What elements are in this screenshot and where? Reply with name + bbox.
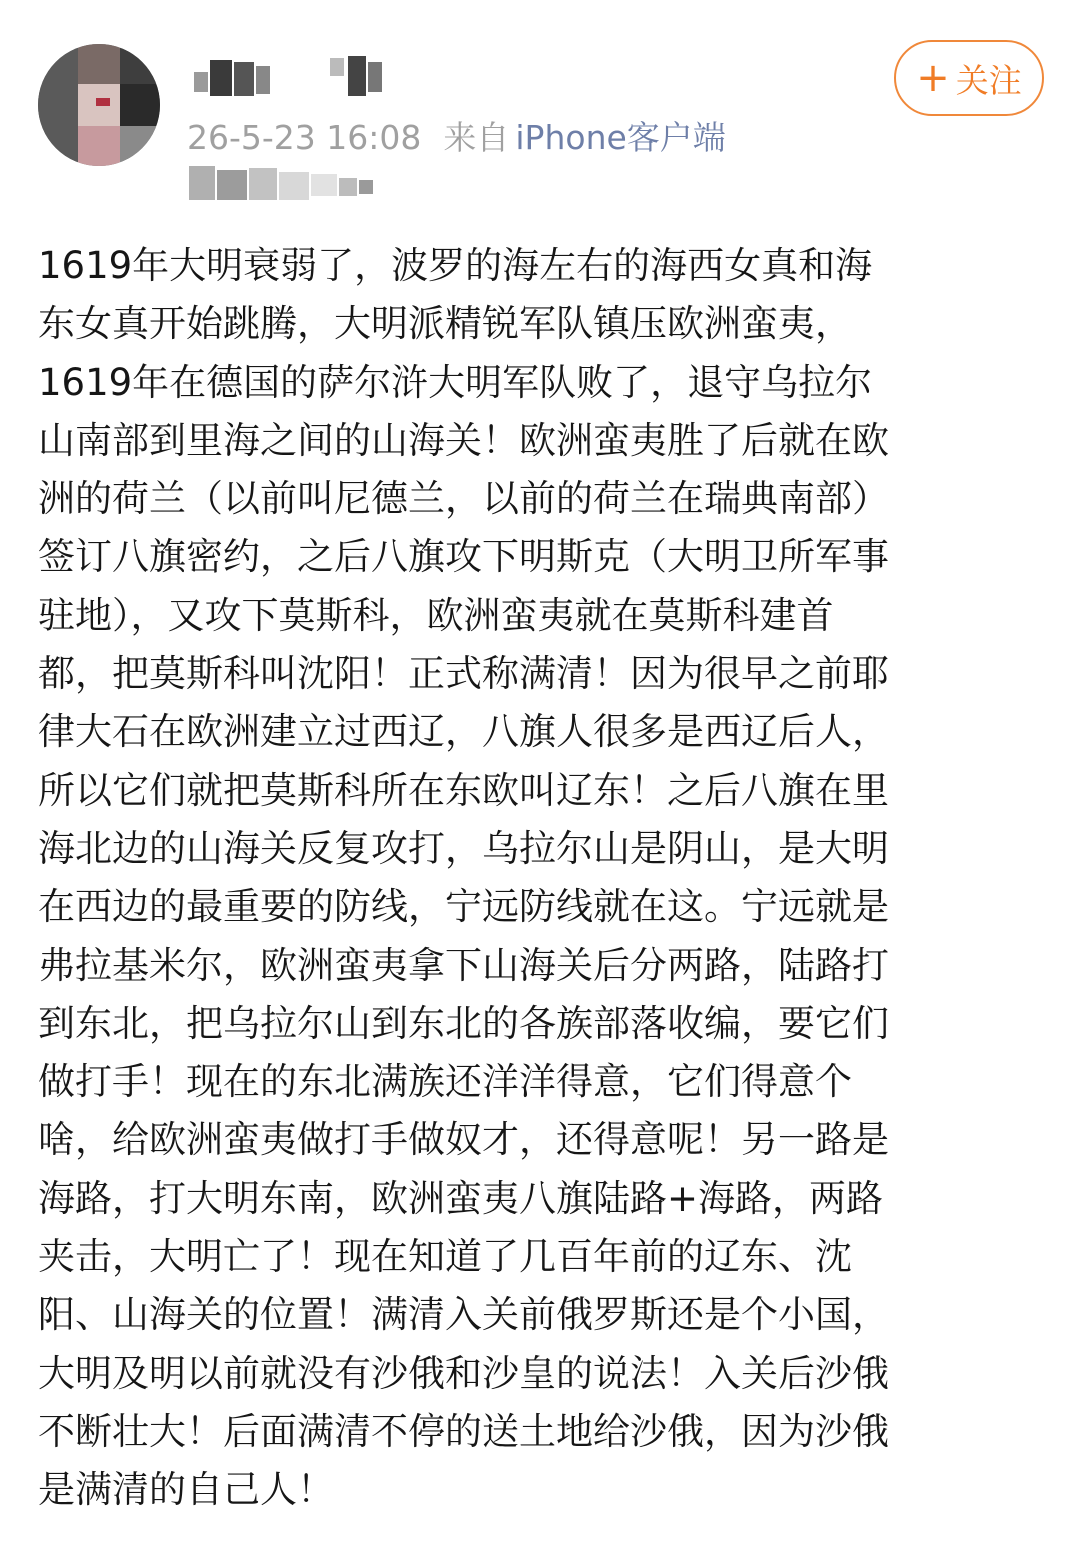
post-text-line: 1619年在德国的萨尔浒大明军队败了，退守乌拉尔 [38, 360, 873, 404]
location-mosaic [187, 160, 397, 204]
post-text-line: 海路，打大明东南，欧洲蛮夷八旗陆路+海路，两路 [38, 1176, 884, 1220]
post-text-line: 山南部到里海之间的山海关！欧洲蛮夷胜了后就在欧 [38, 418, 889, 462]
post-text-line: 阳、山海关的位置！满清入关前俄罗斯还是个小国， [38, 1293, 889, 1337]
post-text-line: 不断壮大！后面满清不停的送土地给沙俄，因为沙俄 [38, 1409, 889, 1453]
post-text-line: 夹击，大明亡了！现在知道了几百年前的辽东、沈 [38, 1235, 852, 1279]
post-text-line: 签订八旗密约，之后八旗攻下明斯克（大明卫所军事 [38, 535, 889, 579]
post-text-line: 弗拉基米尔，欧洲蛮夷拿下山海关后分两路，陆路打 [38, 943, 889, 987]
post-text-line: 做打手！现在的东北满族还洋洋得意，它们得意个 [38, 1060, 852, 1104]
post-timestamp: 26-5-23 16:08 [187, 118, 422, 157]
follow-label: 关注 [955, 60, 1022, 100]
username-mosaic[interactable] [190, 56, 450, 100]
post-text-line: 啥，给欧洲蛮夷做打手做奴才，还得意呢！另一路是 [38, 1118, 889, 1162]
post-text-line: 驻地），又攻下莫斯科，欧洲蛮夷就在莫斯科建首 [38, 593, 834, 637]
post-body [38, 237, 1048, 1520]
post-text-line: 在西边的最重要的防线，宁远防线就在这。宁远就是 [38, 885, 889, 929]
post-text-line: 都，把莫斯科叫沈阳！正式称满清！因为很早之前耶 [38, 652, 889, 696]
post-text-line: 大明及明以前就没有沙俄和沙皇的说法！入关后沙俄 [38, 1351, 889, 1395]
follow-button[interactable] [894, 40, 1044, 116]
post-text-line: 到东北，把乌拉尔山到东北的各族部落收编，要它们 [38, 1001, 889, 1045]
plus-icon: + [916, 55, 950, 101]
post-text-line: 洲的荷兰（以前叫尼德兰，以前的荷兰在瑞典南部） [38, 477, 889, 521]
source-prefix: 来自 [443, 118, 510, 157]
post-text-line: 律大石在欧洲建立过西辽，八旗人很多是西辽后人， [38, 710, 889, 754]
post-text-line: 海北边的山海关反复攻打，乌拉尔山是阴山，是大明 [38, 826, 889, 870]
post-header [0, 0, 1080, 215]
post-text-line: 所以它们就把莫斯科所在东欧叫辽东！之后八旗在里 [38, 768, 889, 812]
post-meta [187, 112, 748, 159]
post-text-line: 东女真开始跳腾，大明派精锐军队镇压欧洲蛮夷， [38, 302, 852, 346]
source-device-link[interactable]: iPhone客户端 [515, 118, 726, 157]
avatar[interactable] [38, 44, 160, 166]
post-text-line: 是满清的自己人！ [38, 1468, 334, 1512]
post-text-line: 1619年大明衰弱了，波罗的海左右的海西女真和海 [38, 244, 873, 287]
